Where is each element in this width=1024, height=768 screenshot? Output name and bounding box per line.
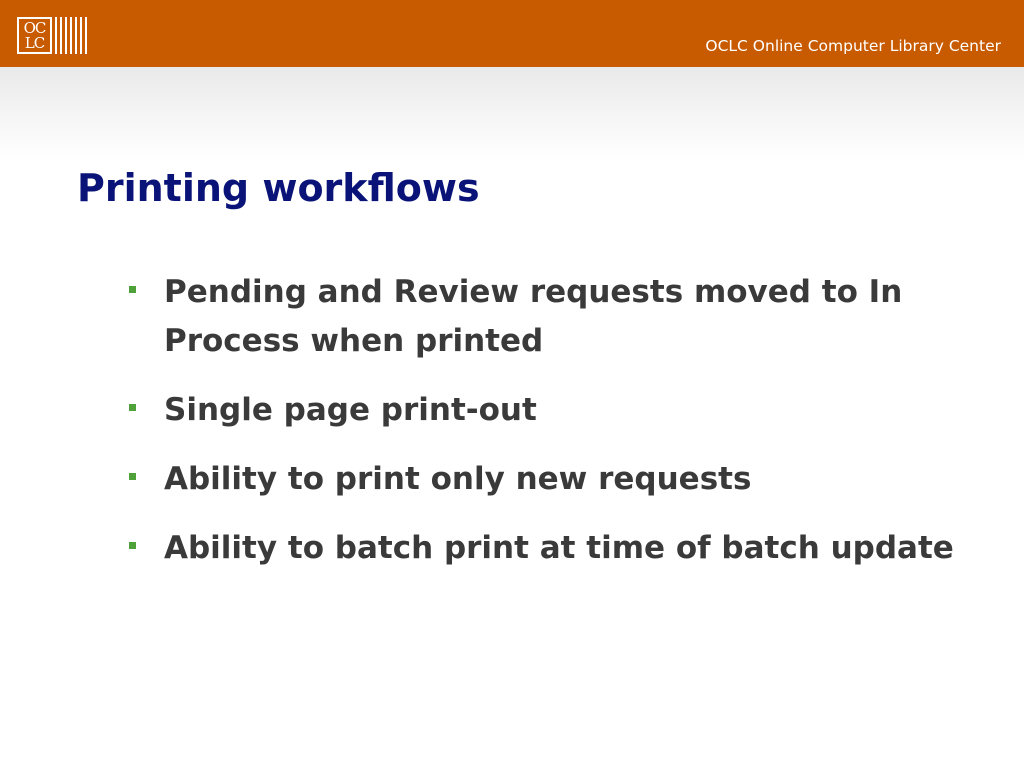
- slide-title: Printing workflows: [77, 166, 480, 210]
- bullet-item: [126, 268, 1006, 366]
- square-bullet-icon: [129, 473, 136, 480]
- bullet-item: [126, 386, 1006, 435]
- logo-stripe: [60, 17, 62, 54]
- bullet-text: Single page print-out: [164, 392, 537, 428]
- bullet-text: Pending and Review requests moved to In Process when printed: [164, 274, 903, 359]
- logo-stripe: [55, 17, 57, 54]
- square-bullet-icon: [129, 404, 136, 411]
- logo-stripes: [55, 17, 90, 54]
- bullet-text: Ability to print only new requests: [164, 461, 752, 497]
- logo-stripe: [70, 17, 72, 54]
- square-bullet-icon: [129, 542, 136, 549]
- organization-name: OCLC Online Computer Library Center: [705, 37, 1001, 55]
- bullet-list: [126, 268, 1006, 593]
- logo-stripe: [80, 17, 82, 54]
- header-fade-band: [0, 67, 1024, 162]
- logo-text-bottom: LC: [24, 33, 45, 52]
- logo-stripe: [65, 17, 67, 54]
- oclc-logo: [17, 17, 90, 54]
- logo-letters: [17, 17, 52, 54]
- bullet-item: [126, 455, 1006, 504]
- square-bullet-icon: [129, 286, 136, 293]
- bullet-item: [126, 524, 1006, 573]
- bullet-text: Ability to batch print at time of batch update: [164, 530, 954, 566]
- logo-text-top: OC: [23, 18, 46, 37]
- logo-stripe: [75, 17, 77, 54]
- header-bar: [0, 0, 1024, 67]
- logo-stripe: [85, 17, 87, 54]
